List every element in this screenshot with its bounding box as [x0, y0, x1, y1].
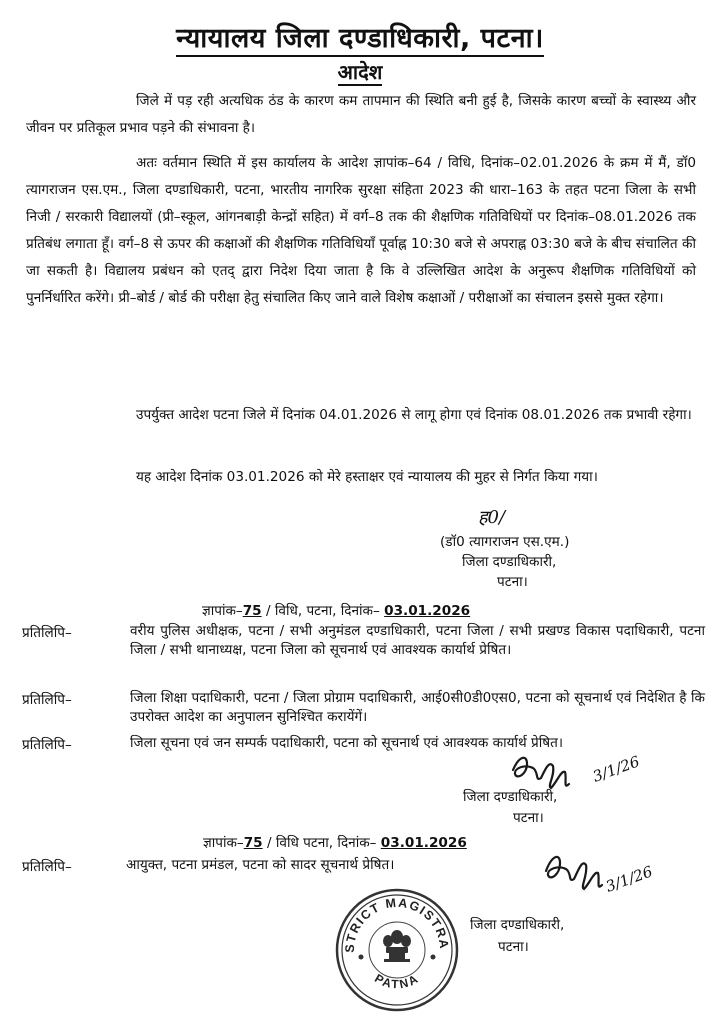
signature-date: 3/1/26 [590, 752, 642, 786]
copy-recipients: आयुक्त, पटना प्रमंडल, पटना को सादर सूचनार्थ प्रेषित। [126, 857, 395, 873]
signature-date: 3/1/26 [603, 862, 655, 896]
signature-mark: ह0/ [478, 507, 506, 528]
seal-bottom-text: PATNA [372, 971, 422, 992]
signature-designation: जिला दण्डाधिकारी, [462, 554, 557, 570]
seal-top-text: DISTRICT MAGISTRATE [326, 874, 452, 953]
signature-name: (डॉ0 त्यागराजन एस.एम.) [440, 534, 570, 550]
copy-recipients: जिला शिक्षा पदाधिकारी, पटना / जिला प्रोग्राम पदाधिकारी, आई0सी0डी0एस0, पटना को सूचनार्थ एवं निदेशित है कि उपरोक्त आदेश का अनुपालन सुनिश्चित करायेंगें। [130, 690, 705, 725]
copy-label: प्रतिलिपि– [22, 692, 72, 708]
copy-label: प्रतिलिपि– [22, 737, 72, 753]
copy-recipients: वरीय पुलिस अधीक्षक, पटना / सभी अनुमंडल दण्डाधिकारी, पटना जिला / सभी प्रखण्ड विकास पदाधिकारी, पटना जिला / सभी थानाध्यक्ष, पटना जिला को सूचनार्थ एवं आवश्यक कार्यार्थ प्रेषित। [130, 623, 705, 658]
svg-text:PATNA [372, 971, 422, 991]
signature-place: पटना। [498, 939, 529, 955]
memo-reference-1: ज्ञापांक–75 / विधि, पटना, दिनांक– 03.01.2026 [202, 603, 471, 619]
copy-label: प्रतिलिपि– [22, 859, 72, 875]
memo-reference-2: ज्ञापांक–75 / विधि पटना, दिनांक– 03.01.2026 [203, 835, 467, 851]
order-paragraph-1: जिले में पड़ रही अत्यधिक ठंड के कारण कम तापमान की स्थिति बनी हुई है, जिसके कारण बच्चों के स्वास्थ्य और जीवन पर प्रतिकूल प्रभाव पड़ने की संभावना है। [26, 93, 696, 136]
signature-designation: जिला दण्डाधिकारी, [463, 789, 558, 805]
signature-place: पटना। [497, 574, 528, 590]
order-paragraph-3: उपर्युक्त आदेश पटना जिले में दिनांक 04.01.2026 से लागू होगा एवं दिनांक 08.01.2026 तक प्रभावी रहेगा। [136, 407, 692, 423]
order-paragraph-2: अतः वर्तमान स्थिति में इस कार्यालय के आदेश ज्ञापांक–64 / विधि, दिनांक–02.01.2026 के क्रम में मैं, डॉ0 त्यागराजन एस.एम., जिला दण्डाधिकारी, पटना, भारतीय नागरिक सुरक्षा संहिता 2023 की धारा–163 के तहत पटना जिला के सभी निजी / सरकारी विद्यालयों (प्री–स्कूल, आंगनबाड़ी केन्द्रों सहित) में वर्ग–8 तक की शैक्षणिक गतिविधियों पर दिनांक–08.01.2026 तक प्रतिबंध लगाता हूँ। वर्ग–8 से ऊपर की कक्षाओं की शैक्षणिक गतिविधियाँ पूर्वाह्न 10:30 बजे से अपराह्न 03:30 बजे के बीच संचालित की जा सकती है। विद्यालय प्रबंधन को एतद् द्वारा निदेश दिया जाता है कि वे उल्लिखित आदेश के अनुरूप शैक्षणिक गतिविधियों को पुनर्निर्धारित करेंगे। प्री–बोर्ड / बोर्ड की परीक्षा हेतु संचालित किए जाने वाले विशेष कक्षाओं / परीक्षाओं का संचालन इससे मुक्त रहेगा। [26, 155, 696, 306]
order-heading: आदेश [337, 60, 383, 84]
copy-label: प्रतिलिपि– [22, 625, 72, 641]
order-paragraph-4: यह आदेश दिनांक 03.01.2026 को मेरे हस्ताक्षर एवं न्यायालय की मुहर से निर्गत किया गया। [136, 469, 598, 485]
emblem-icon [383, 930, 411, 962]
signature-place: पटना। [513, 810, 544, 826]
copy-recipients: जिला सूचना एवं जन सम्पर्क पदाधिकारी, पटना को सूचनार्थ एवं आवश्यक कार्यार्थ प्रेषित। [130, 735, 564, 751]
court-title: न्यायालय जिला दण्डाधिकारी, पटना। [0, 18, 720, 55]
signature-designation: जिला दण्डाधिकारी, [470, 917, 565, 933]
district-magistrate-seal [326, 874, 462, 1015]
